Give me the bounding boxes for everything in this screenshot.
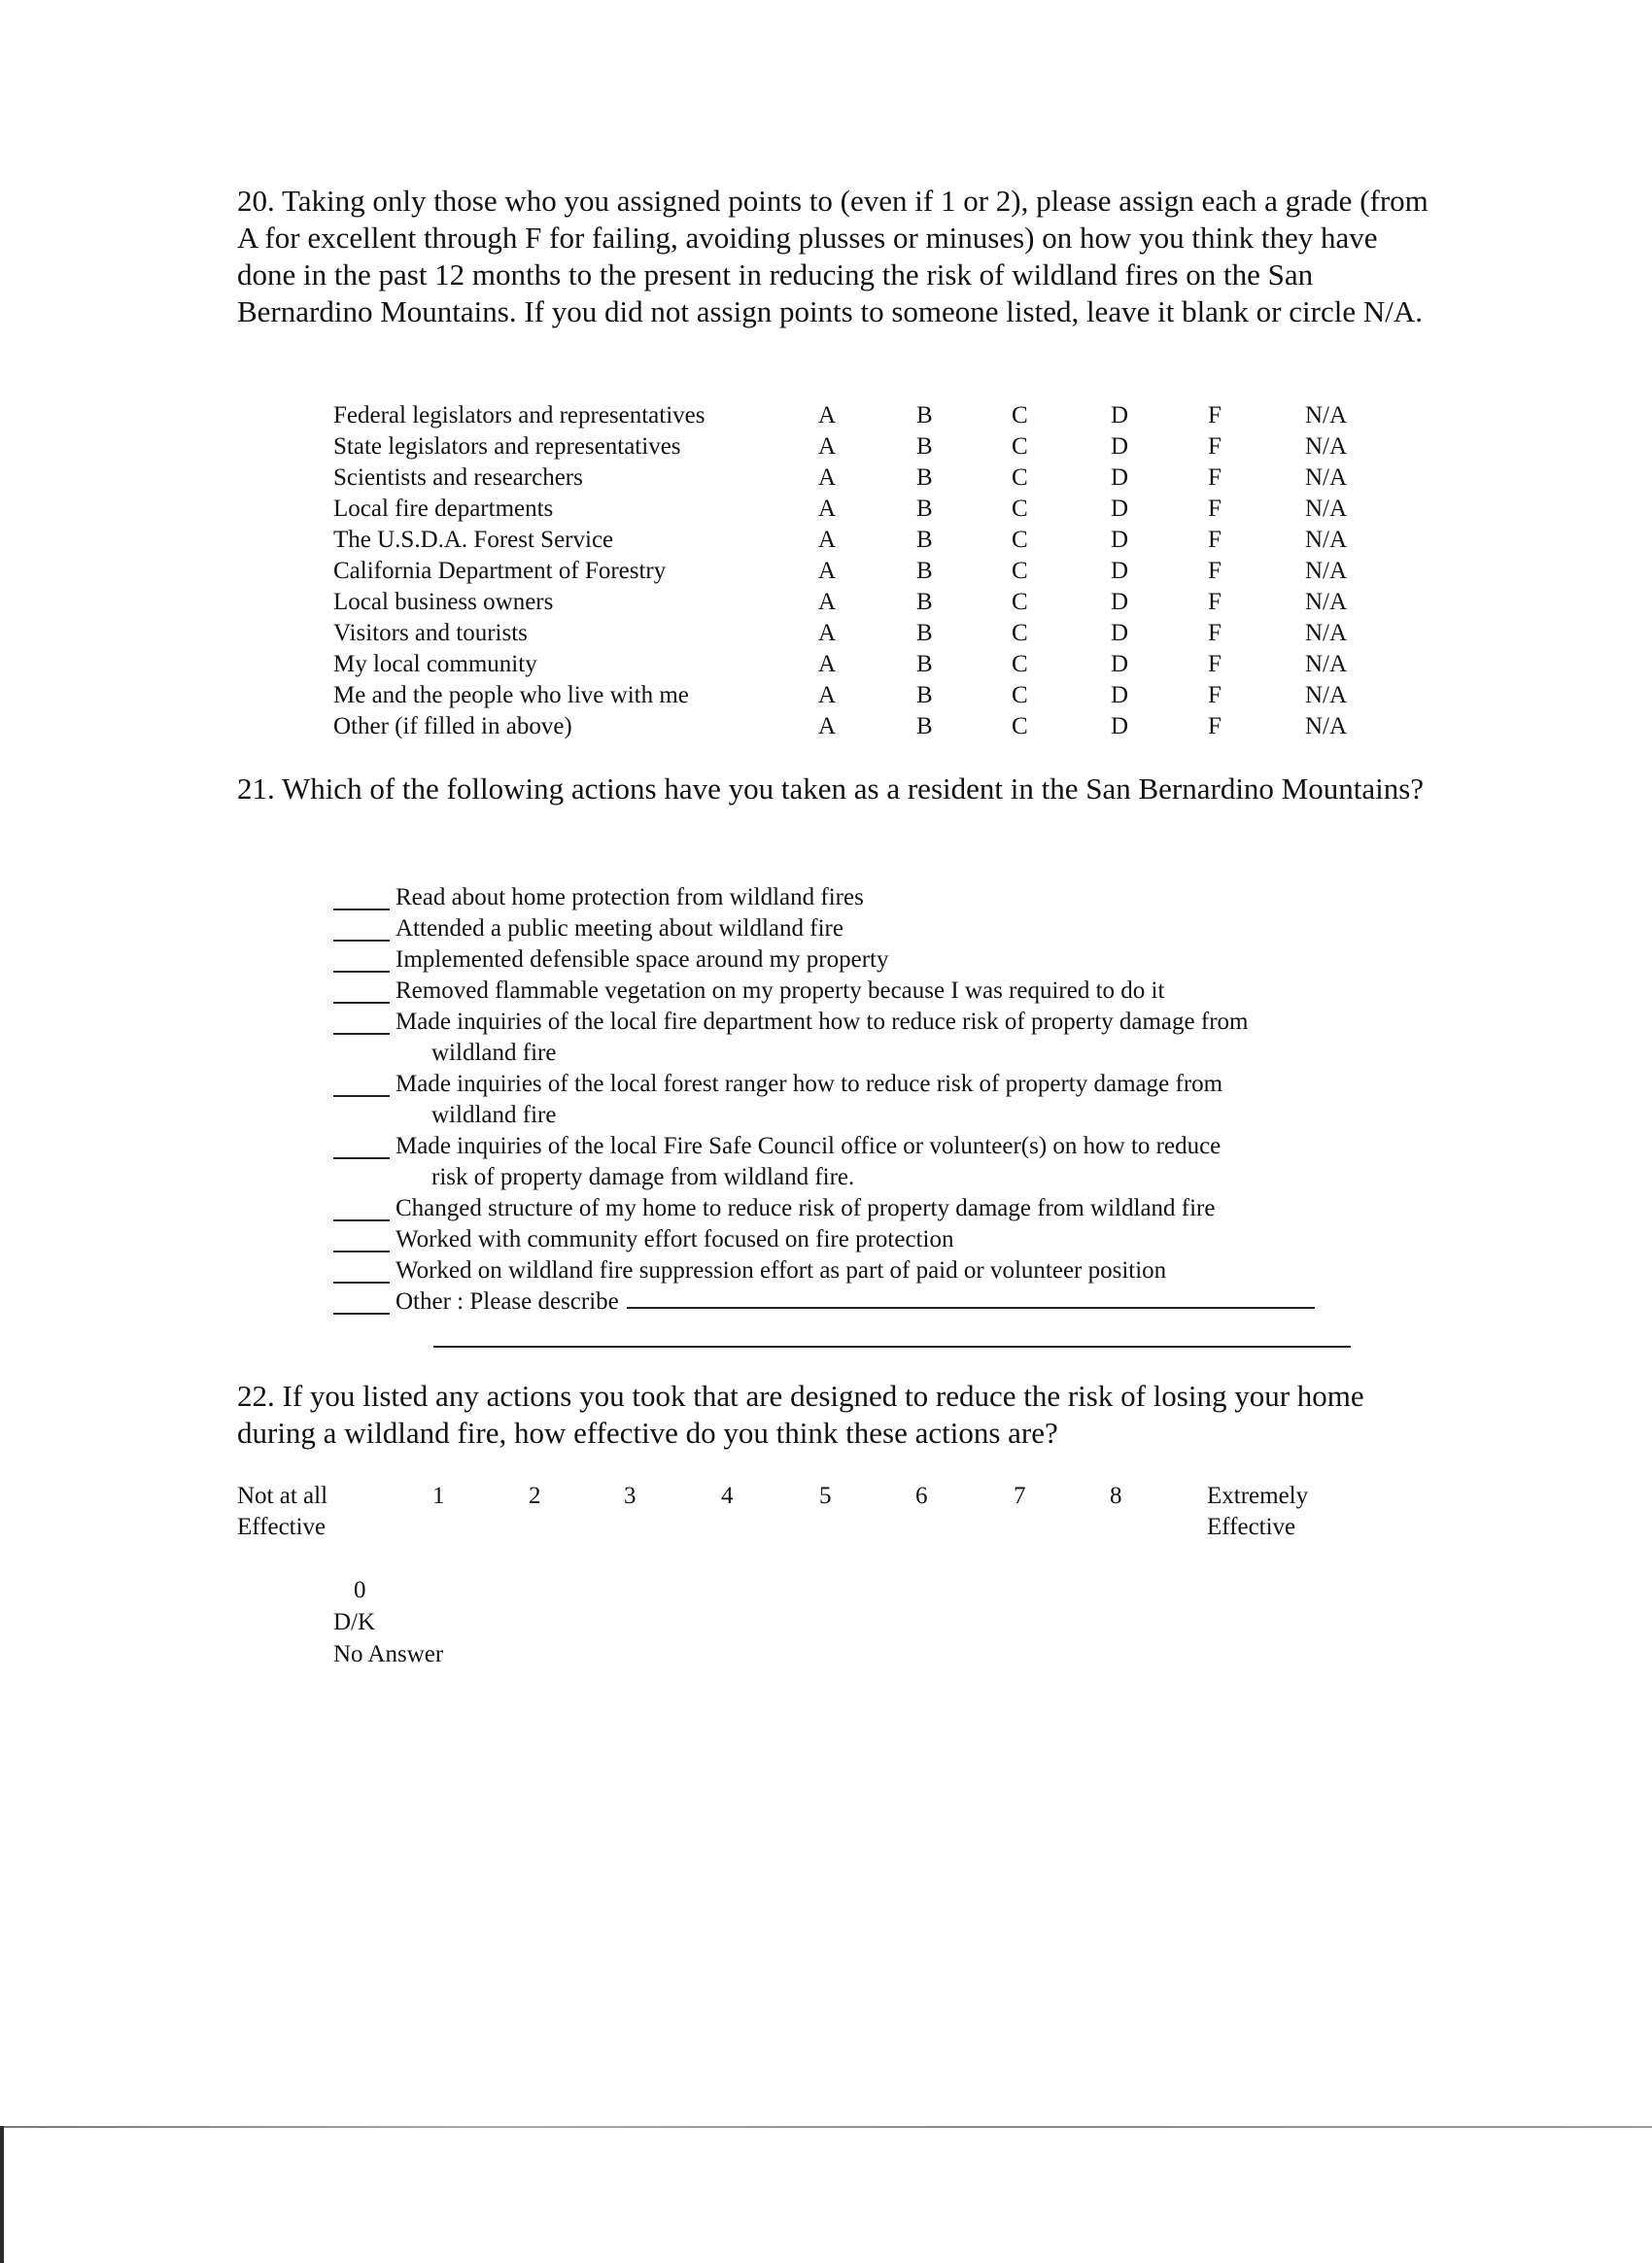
actions-checklist: [333, 882, 1402, 1318]
checklist-item-text: Worked with community effort focused on fire protection: [396, 1226, 954, 1252]
scale-option-0[interactable]: 0: [354, 1577, 366, 1603]
question-22-text: 22. If you listed any actions you took that are designed to reduce the risk of losing your home during a wildland fire, how effective do you think these actions are?: [237, 1379, 1364, 1450]
grade-option-f[interactable]: F: [1208, 589, 1222, 615]
checklist-item-other: [333, 1286, 1402, 1318]
scale-low-label: [237, 1481, 327, 1543]
grade-option-f[interactable]: F: [1208, 713, 1222, 739]
checklist-item-continuation: wildland fire: [431, 1040, 557, 1066]
grade-option-c[interactable]: C: [1012, 402, 1028, 429]
grade-option-f[interactable]: F: [1208, 464, 1222, 491]
grade-table: [333, 400, 1402, 742]
other-describe-line-1[interactable]: [627, 1307, 1315, 1309]
grade-option-d[interactable]: D: [1111, 402, 1129, 429]
grade-option-c[interactable]: C: [1012, 651, 1028, 677]
grade-option-c[interactable]: C: [1012, 527, 1028, 553]
check-blank[interactable]: [333, 1002, 390, 1004]
grade-option-na[interactable]: N/A: [1305, 682, 1348, 708]
grade-option-d[interactable]: D: [1111, 589, 1129, 615]
checklist-item: [333, 913, 1402, 944]
scan-edge-shadow: [0, 2126, 4, 2263]
grade-option-a[interactable]: A: [818, 527, 837, 553]
grade-option-d[interactable]: D: [1111, 651, 1129, 677]
scan-edge-rule: [0, 2126, 1652, 2128]
question-20-text: 20. Taking only those who you assigned points to (even if 1 or 2), please assign each a grade (from A for excellent through F for failing, avoiding plusses or minuses) on how you think they have done in the past 12 months to the present in reducing the risk of wildland fires on the San Bernardino Mountains. If you did not assign points to someone listed, leave it blank or circle N/A.: [237, 184, 1428, 328]
grade-option-na[interactable]: N/A: [1305, 558, 1348, 584]
grade-row-visitors: [333, 618, 1402, 649]
checklist-item-text: Made inquiries of the local fire department how to reduce risk of property damage from: [396, 1009, 1249, 1035]
grade-option-f[interactable]: F: [1208, 620, 1222, 646]
grade-row-usda-forest-service: [333, 525, 1402, 556]
grade-row-label: State legislators and representatives: [333, 433, 681, 460]
checklist-item-continuation: risk of property damage from wildland fire.: [431, 1164, 855, 1190]
check-blank[interactable]: [333, 971, 390, 973]
checklist-item-text: Made inquiries of the local forest ranger how to reduce risk of property damage from: [396, 1071, 1223, 1097]
grade-option-a[interactable]: A: [818, 433, 837, 460]
grade-option-b[interactable]: B: [916, 713, 933, 739]
checklist-item: [333, 976, 1402, 1007]
grade-option-b[interactable]: B: [916, 527, 933, 553]
grade-row-label: Scientists and researchers: [333, 464, 583, 491]
grade-option-c[interactable]: C: [1012, 496, 1028, 522]
grade-option-a[interactable]: A: [818, 713, 837, 739]
grade-option-na[interactable]: N/A: [1305, 713, 1348, 739]
grade-option-b[interactable]: B: [916, 402, 933, 429]
grade-row-label: Federal legislators and representatives: [333, 402, 706, 429]
grade-option-a[interactable]: A: [818, 464, 837, 491]
grade-row-federal-legislators: [333, 400, 1402, 431]
checklist-item: [333, 1069, 1402, 1131]
grade-option-na[interactable]: N/A: [1305, 402, 1348, 429]
grade-row-label: My local community: [333, 651, 537, 677]
checklist-item: [333, 882, 1402, 913]
grade-option-d[interactable]: D: [1111, 433, 1129, 460]
dk-label: D/K: [333, 1609, 376, 1635]
grade-option-a[interactable]: A: [818, 620, 837, 646]
grade-row-other: [333, 711, 1402, 742]
scale-option-3[interactable]: 3: [624, 1483, 637, 1509]
checklist-item-text: [396, 1286, 1402, 1318]
effectiveness-scale: [237, 1481, 1403, 1559]
other-describe-line-2[interactable]: [433, 1346, 1351, 1348]
grade-row-label: Me and the people who live with me: [333, 682, 689, 708]
checklist-item: [333, 1224, 1402, 1255]
grade-option-d[interactable]: D: [1111, 464, 1129, 491]
no-answer-label: No Answer: [333, 1641, 444, 1667]
check-blank[interactable]: [333, 940, 390, 942]
checklist-item-text: Read about home protection from wildland fires: [396, 884, 864, 910]
grade-row-state-legislators: [333, 431, 1402, 463]
grade-option-b[interactable]: B: [916, 589, 933, 615]
grade-option-b[interactable]: B: [916, 558, 933, 584]
grade-row-local-business: [333, 587, 1402, 618]
scale-high-label-line2: Effective: [1207, 1514, 1296, 1540]
checklist-item: [333, 1255, 1402, 1286]
question-21-text: 21. Which of the following actions have you taken as a resident in the San Bernardino Mountains?: [237, 771, 1425, 806]
grade-option-c[interactable]: C: [1012, 682, 1028, 708]
grade-option-a[interactable]: A: [818, 558, 837, 584]
grade-option-c[interactable]: C: [1012, 589, 1028, 615]
scale-option-8[interactable]: 8: [1110, 1483, 1122, 1509]
grade-option-c[interactable]: C: [1012, 433, 1028, 460]
scale-option-5[interactable]: 5: [819, 1483, 832, 1509]
grade-option-a[interactable]: A: [818, 682, 837, 708]
checklist-item-text: Changed structure of my home to reduce risk of property damage from wildland fire: [396, 1195, 1216, 1221]
scale-high-label: [1207, 1481, 1308, 1543]
checklist-item-text: Removed flammable vegetation on my property because I was required to do it: [396, 977, 1165, 1004]
grade-option-f[interactable]: F: [1208, 402, 1222, 429]
grade-option-c[interactable]: C: [1012, 620, 1028, 646]
dont-know-option: [333, 1574, 443, 1670]
check-blank[interactable]: [333, 1251, 390, 1252]
grade-row-label: California Department of Forestry: [333, 558, 667, 584]
grade-option-na[interactable]: N/A: [1305, 589, 1348, 615]
grade-option-a[interactable]: A: [818, 402, 837, 429]
grade-option-c[interactable]: C: [1012, 713, 1028, 739]
other-label: Other : Please describe: [396, 1288, 619, 1315]
grade-option-na[interactable]: N/A: [1305, 651, 1348, 677]
grade-option-na[interactable]: N/A: [1305, 496, 1348, 522]
check-blank[interactable]: [333, 1219, 390, 1221]
grade-option-c[interactable]: C: [1012, 464, 1028, 491]
checklist-item-text: Attended a public meeting about wildland fire: [396, 915, 843, 942]
grade-option-na[interactable]: N/A: [1305, 620, 1348, 646]
grade-option-b[interactable]: B: [916, 464, 933, 491]
checklist-item-text: Made inquiries of the local Fire Safe Council office or volunteer(s) on how to reduce: [396, 1133, 1222, 1159]
grade-option-b[interactable]: B: [916, 433, 933, 460]
grade-option-a[interactable]: A: [818, 589, 837, 615]
grade-option-f[interactable]: F: [1208, 558, 1222, 584]
grade-option-f[interactable]: F: [1208, 651, 1222, 677]
checklist-item-text: Implemented defensible space around my property: [396, 946, 889, 973]
grade-option-b[interactable]: B: [916, 682, 933, 708]
grade-option-f[interactable]: F: [1208, 496, 1222, 522]
grade-option-b[interactable]: B: [916, 651, 933, 677]
grade-option-d[interactable]: D: [1111, 682, 1129, 708]
grade-option-na[interactable]: N/A: [1305, 464, 1348, 491]
checklist-item: [333, 1131, 1402, 1193]
grade-row-local-community: [333, 649, 1402, 680]
grade-option-a[interactable]: A: [818, 496, 837, 522]
grade-option-na[interactable]: N/A: [1305, 527, 1348, 553]
check-blank[interactable]: [333, 909, 390, 910]
check-blank[interactable]: [333, 1313, 390, 1315]
checklist-item: [333, 944, 1402, 976]
scale-option-1[interactable]: 1: [432, 1483, 445, 1509]
grade-row-label: Local fire departments: [333, 496, 554, 522]
grade-row-me-and-household: [333, 680, 1402, 711]
grade-option-d[interactable]: D: [1111, 713, 1129, 739]
checklist-item: [333, 1193, 1402, 1224]
grade-row-label: Other (if filled in above): [333, 713, 572, 739]
grade-row-label: Visitors and tourists: [333, 620, 528, 646]
check-blank[interactable]: [333, 1157, 390, 1159]
check-blank[interactable]: [333, 1033, 390, 1035]
check-blank[interactable]: [333, 1095, 390, 1097]
grade-option-f[interactable]: F: [1208, 433, 1222, 460]
scale-option-7[interactable]: 7: [1014, 1483, 1026, 1509]
scale-low-label-line1: Not at all: [237, 1483, 328, 1509]
checklist-item: [333, 1007, 1402, 1069]
scale-high-label-line1: Extremely: [1207, 1483, 1309, 1509]
grade-option-b[interactable]: B: [916, 620, 933, 646]
grade-option-c[interactable]: C: [1012, 558, 1028, 584]
grade-option-d[interactable]: D: [1111, 496, 1129, 522]
grade-option-f[interactable]: F: [1208, 682, 1222, 708]
checklist-item-continuation: wildland fire: [431, 1102, 557, 1128]
grade-row-label: The U.S.D.A. Forest Service: [333, 527, 614, 553]
scale-option-2[interactable]: 2: [529, 1483, 541, 1509]
grade-option-d[interactable]: D: [1111, 558, 1129, 584]
scale-option-4[interactable]: 4: [721, 1483, 734, 1509]
grade-option-f[interactable]: F: [1208, 527, 1222, 553]
grade-row-scientists: [333, 463, 1402, 494]
grade-option-d[interactable]: D: [1111, 620, 1129, 646]
grade-row-cdf: [333, 556, 1402, 587]
scale-low-label-line2: Effective: [237, 1514, 327, 1540]
scale-option-6[interactable]: 6: [915, 1483, 928, 1509]
grade-option-d[interactable]: D: [1111, 527, 1129, 553]
check-blank[interactable]: [333, 1282, 390, 1284]
grade-row-local-fire-departments: [333, 494, 1402, 525]
grade-option-b[interactable]: B: [916, 496, 933, 522]
grade-option-na[interactable]: N/A: [1305, 433, 1348, 460]
grade-row-label: Local business owners: [333, 589, 554, 615]
grade-option-a[interactable]: A: [818, 651, 837, 677]
checklist-item-text: Worked on wildland fire suppression effort as part of paid or volunteer position: [396, 1257, 1167, 1284]
